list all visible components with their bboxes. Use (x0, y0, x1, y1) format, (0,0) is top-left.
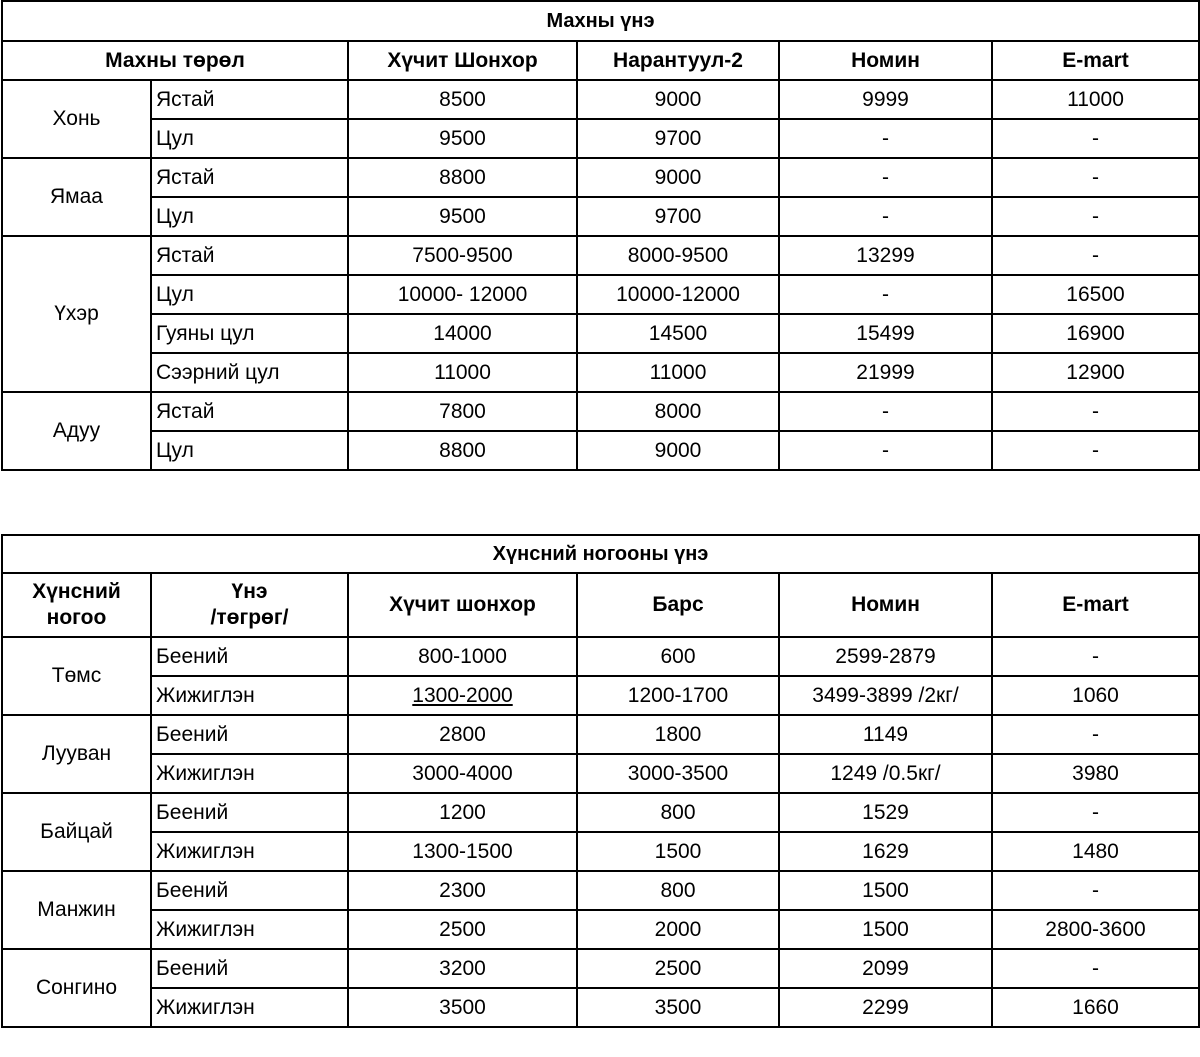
store-header: Барс (577, 573, 779, 637)
price-cell: - (992, 236, 1199, 275)
price-cell: 8800 (348, 431, 577, 470)
vegetable-price-table (1, 534, 1200, 1028)
veg-item-header-line2: ногоо (46, 606, 107, 629)
price-cell: 11000 (348, 353, 577, 392)
veg-price-header-line2: /төгрөг/ (210, 606, 289, 629)
price-cell: - (992, 197, 1199, 236)
price-cell: 2000 (577, 910, 779, 949)
price-cell: 1300-1500 (348, 832, 577, 871)
price-cell: - (779, 158, 992, 197)
meat-row-label: Ястай (151, 80, 348, 119)
price-cell: 1660 (992, 988, 1199, 1027)
price-cell: 1800 (577, 715, 779, 754)
price-cell: - (992, 949, 1199, 988)
price-cell: 14000 (348, 314, 577, 353)
price-cell: 1500 (779, 910, 992, 949)
store-header: Хүчит шонхор (348, 573, 577, 637)
price-cell: 1060 (992, 676, 1199, 715)
price-cell: 9700 (577, 119, 779, 158)
meat-row (2, 158, 1199, 197)
meat-type-header: Махны төрөл (2, 41, 348, 80)
store-header: Номин (779, 41, 992, 80)
veg-row-label: Жижиглэн (151, 988, 348, 1027)
price-cell: 3500 (348, 988, 577, 1027)
store-header: Номин (779, 573, 992, 637)
meat-row-label: Цул (151, 119, 348, 158)
price-cell: 2599-2879 (779, 637, 992, 676)
meat-row (2, 197, 1199, 236)
price-cell: 3000-4000 (348, 754, 577, 793)
price-cell: - (779, 275, 992, 314)
price-cell (348, 676, 577, 715)
veg-group-name: Төмс (2, 637, 151, 715)
price-cell: - (992, 871, 1199, 910)
meat-title-row (2, 1, 1199, 41)
veg-row (2, 949, 1199, 988)
price-cell: 11000 (992, 80, 1199, 119)
veg-row (2, 637, 1199, 676)
meat-row (2, 431, 1199, 470)
meat-group-name: Үхэр (2, 236, 151, 392)
price-cell: - (992, 158, 1199, 197)
store-header: Хүчит Шонхор (348, 41, 577, 80)
veg-row-label: Жижиглэн (151, 832, 348, 871)
price-cell: 600 (577, 637, 779, 676)
price-cell: - (779, 392, 992, 431)
meat-row-label: Цул (151, 275, 348, 314)
price-cell: 800 (577, 871, 779, 910)
price-value: 1300-2000 (412, 683, 513, 707)
price-cell: 9000 (577, 158, 779, 197)
veg-price-header (151, 573, 348, 637)
veg-row (2, 793, 1199, 832)
veg-group-name: Лууван (2, 715, 151, 793)
meat-row-label: Ястай (151, 158, 348, 197)
price-cell: 14500 (577, 314, 779, 353)
veg-row (2, 715, 1199, 754)
veg-row-label: Беений (151, 949, 348, 988)
price-cell: 9000 (577, 80, 779, 119)
meat-row-label: Сээрний цул (151, 353, 348, 392)
price-cell: 1200 (348, 793, 577, 832)
veg-title-row (2, 535, 1199, 573)
veg-group-name: Манжин (2, 871, 151, 949)
price-cell: 3499-3899 /2кг/ (779, 676, 992, 715)
price-cell: 13299 (779, 236, 992, 275)
price-cell: - (992, 715, 1199, 754)
meat-table-title: Махны үнэ (2, 1, 1199, 41)
price-cell: 1500 (577, 832, 779, 871)
price-cell: 800-1000 (348, 637, 577, 676)
price-cell: 2300 (348, 871, 577, 910)
price-cell: 800 (577, 793, 779, 832)
veg-row (2, 676, 1199, 715)
meat-row-label: Ястай (151, 236, 348, 275)
price-cell: - (779, 431, 992, 470)
meat-row (2, 80, 1199, 119)
veg-row (2, 754, 1199, 793)
veg-row (2, 910, 1199, 949)
veg-row-label: Беений (151, 793, 348, 832)
veg-row (2, 832, 1199, 871)
meat-row (2, 353, 1199, 392)
meat-row-label: Ястай (151, 392, 348, 431)
price-cell: 2500 (348, 910, 577, 949)
price-cell: 8800 (348, 158, 577, 197)
meat-price-table (1, 0, 1200, 471)
meat-row (2, 314, 1199, 353)
store-header: E-mart (992, 573, 1199, 637)
veg-group-name: Байцай (2, 793, 151, 871)
store-header: Нарантуул-2 (577, 41, 779, 80)
veg-row (2, 988, 1199, 1027)
price-cell: - (779, 119, 992, 158)
price-cell: 3000-3500 (577, 754, 779, 793)
meat-row (2, 236, 1199, 275)
price-cell: 2099 (779, 949, 992, 988)
veg-group-name: Сонгино (2, 949, 151, 1027)
meat-row (2, 119, 1199, 158)
price-cell: 1500 (779, 871, 992, 910)
meat-row-label: Гуяны цул (151, 314, 348, 353)
veg-row-label: Беений (151, 871, 348, 910)
price-cell: 3500 (577, 988, 779, 1027)
price-cell: - (992, 793, 1199, 832)
price-cell: 2800 (348, 715, 577, 754)
veg-row-label: Беений (151, 637, 348, 676)
price-cell: 8500 (348, 80, 577, 119)
price-cell: 12900 (992, 353, 1199, 392)
veg-row-label: Жижиглэн (151, 910, 348, 949)
price-cell: - (992, 431, 1199, 470)
price-cell: 21999 (779, 353, 992, 392)
veg-row-label: Беений (151, 715, 348, 754)
price-cell: 9999 (779, 80, 992, 119)
veg-item-header-line1: Хүнсний (32, 579, 121, 603)
price-cell: 7800 (348, 392, 577, 431)
price-cell: 2299 (779, 988, 992, 1027)
meat-header-row (2, 41, 1199, 80)
price-cell: - (992, 637, 1199, 676)
price-cell: 16500 (992, 275, 1199, 314)
price-cell: 10000- 12000 (348, 275, 577, 314)
price-cell: 1529 (779, 793, 992, 832)
price-cell: - (992, 392, 1199, 431)
price-cell: - (779, 197, 992, 236)
price-cell: 2500 (577, 949, 779, 988)
price-cell: 9500 (348, 119, 577, 158)
price-cell: 8000 (577, 392, 779, 431)
meat-group-name: Хонь (2, 80, 151, 158)
price-cell: 16900 (992, 314, 1199, 353)
meat-group-name: Ямаа (2, 158, 151, 236)
veg-row-label: Жижиглэн (151, 754, 348, 793)
price-cell: 1249 /0.5кг/ (779, 754, 992, 793)
meat-group-name: Адуу (2, 392, 151, 470)
meat-row (2, 275, 1199, 314)
price-cell: 9500 (348, 197, 577, 236)
price-cell: 15499 (779, 314, 992, 353)
veg-item-header (2, 573, 151, 637)
price-cell: 1149 (779, 715, 992, 754)
price-cell: 1480 (992, 832, 1199, 871)
price-cell: - (992, 119, 1199, 158)
meat-row-label: Цул (151, 197, 348, 236)
price-cell: 9000 (577, 431, 779, 470)
price-cell: 3980 (992, 754, 1199, 793)
store-header: E-mart (992, 41, 1199, 80)
price-cell: 2800-3600 (992, 910, 1199, 949)
price-cell: 7500-9500 (348, 236, 577, 275)
price-cell: 9700 (577, 197, 779, 236)
price-cell: 10000-12000 (577, 275, 779, 314)
meat-row-label: Цул (151, 431, 348, 470)
veg-table-title: Хүнсний ногооны үнэ (2, 535, 1199, 573)
veg-header-row (2, 573, 1199, 637)
price-cell: 3200 (348, 949, 577, 988)
price-cell: 8000-9500 (577, 236, 779, 275)
price-cell: 1629 (779, 832, 992, 871)
veg-row-label: Жижиглэн (151, 676, 348, 715)
veg-price-header-line1: Үнэ (231, 579, 268, 603)
price-cell: 11000 (577, 353, 779, 392)
veg-row (2, 871, 1199, 910)
meat-row (2, 392, 1199, 431)
price-cell: 1200-1700 (577, 676, 779, 715)
